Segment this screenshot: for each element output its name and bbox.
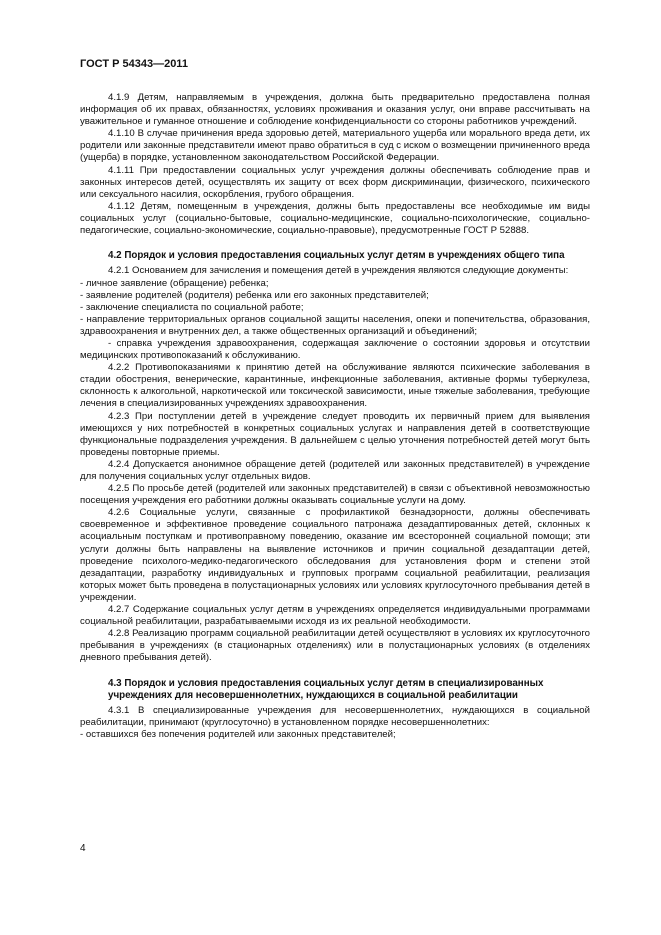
paragraph-4-1-9: 4.1.9 Детям, направляемым в учреждения, должна быть предварительно предоставлена полная информация об их правах, обязанностях, условиях проживания и оказания услуг, они вправе рассчитывать на уважительное и гуманное отношение и соблюдение конфиденциальности со стороны работников учреждений.: [80, 92, 590, 128]
section-heading-4-3: 4.3 Порядок и условия предоставления социальных услуг детям в специализированных учреждениях для несовершеннолетних, нуждающихся в социальной реабилитации: [108, 677, 544, 701]
paragraph-4-2-4: 4.2.4 Допускается анонимное обращение детей (родителей или законных представителей) в учреждение для получения социальных услуг отдельных видов.: [80, 458, 590, 483]
paragraph-4-1-10: 4.1.10 В случае причинения вреда здоровью детей, материального ущерба или морального вреда дети, их родители или законные представители имеют право обратиться в суд с иском о возмещении причиненного вреда (ущерба) в порядке, установленном законодательством Российской Федерации.: [80, 128, 590, 164]
paragraph-4-2-6: 4.2.6 Социальные услуги, связанные с профилактикой безнадзорности, должны обеспечивать своевременное и эффективное проведение социального патронажа дезадаптированных детей, склонных к асоциальным поступкам и противоправному поведению, оказание им всесторонней социальной помощи; эти услуги должны быть направлены на выявление источников и причин социальной дезадаптации детей, проведение психолого-медико-педагогического обследования для установления форм и степени этой дезадаптации, разработку индивидуальных и групповых программ социальной реабилитации, реализация которых может быть проведена в полустационарных условиях или условиях круглосуточного пребывания детей в учреждении.: [80, 507, 590, 603]
paragraph-4-2-3: 4.2.3 При поступлении детей в учреждение следует проводить их первичный прием для выявления имеющихся у них потребностей в конкретных социальных услугах и направления детей в соответствующие функциональные подразделения учреждения. В дальнейшем с целью уточнения потребностей детей могут быть проведены повторные приемы.: [80, 410, 590, 458]
paragraph-4-1-12: 4.1.12 Детям, помещенным в учреждения, должны быть предоставлены все необходимые им виды социальных услуг (социально-бытовые, социально-медицинские, социально-психологические, социально-педагогические, социально-экономические, социально-правовые), предусмотренные ГОСТ Р 52888.: [80, 200, 590, 237]
paragraph-4-2-1: 4.2.1 Основанием для зачисления и помещения детей в учреждения являются следующие документы:: [108, 265, 569, 277]
paragraph-4-2-2: 4.2.2 Противопоказаниями к принятию детей на обслуживание являются психические заболевания в стадии обострения, венерические, карантинные, инфекционные заболевания, активные формы туберкулеза, склонность к алкогольной, наркотической или токсической зависимости, иные тяжелые заболевания, требующие лечения в специализированных учреждениях здравоохранения.: [80, 362, 590, 410]
paragraph-4-1-11: 4.1.11 При предоставлении социальных услуг учреждения должны обеспечивать соблюдение прав и законных интересов детей, осуществлять их защиту от всех форм дискриминации, физического, психического или сексуального насилия, оскорбления, грубого обращения.: [80, 164, 590, 200]
paragraph-4-2-5: 4.2.5 По просьбе детей (родителей или законных представителей) в связи с объективной невозможностью посещения учреждения его работники должны оказывать социальные услуги на дому.: [80, 483, 590, 507]
page-number: 4: [80, 843, 86, 854]
list-item: - личное заявление (обращение) ребенка;: [80, 277, 269, 289]
list-item: - справка учреждения здравоохранения, содержащая заключение о состоянии здоровья и отсутствии медицинских противопоказаний к обслуживанию.: [80, 337, 590, 362]
document-body: [80, 92, 590, 741]
paragraph-4-3-1: 4.3.1 В специализированные учреждения для несовершеннолетних, нуждающихся в социальной реабилитации, принимают (круглосуточно) в установленном порядке несовершеннолетних:: [80, 705, 590, 729]
list-item: - заявление родителей (родителя) ребенка или его законных представителей;: [80, 289, 429, 301]
document-header-id: ГОСТ Р 54343—2011: [80, 58, 188, 70]
paragraph-4-2-7: 4.2.7 Содержание социальных услуг детям в учреждениях определяется индивидуальными программами социальной реабилитации, разрабатываемыми исходя из их реальной необходимости.: [80, 604, 590, 628]
section-heading-4-2: 4.2 Порядок и условия предоставления социальных услуг детям в учреждениях общего типа: [108, 250, 565, 262]
list-item: - заключение специалиста по социальной работе;: [80, 301, 304, 313]
list-item: - оставшихся без попечения родителей или законных представителей;: [80, 729, 396, 741]
list-item: - направление территориальных органов социальной защиты населения, опеки и попечительства, образования, здравоохранения и внутренних дел, а также общественных организаций и объединений;: [80, 313, 590, 337]
paragraph-4-2-8: 4.2.8 Реализацию программ социальной реабилитации детей осуществляют в условиях их круглосуточного пребывания в учреждениях (в стационарных отделениях) или в полустационарных условиях (в отделениях дневного пребывания детей).: [80, 628, 590, 664]
